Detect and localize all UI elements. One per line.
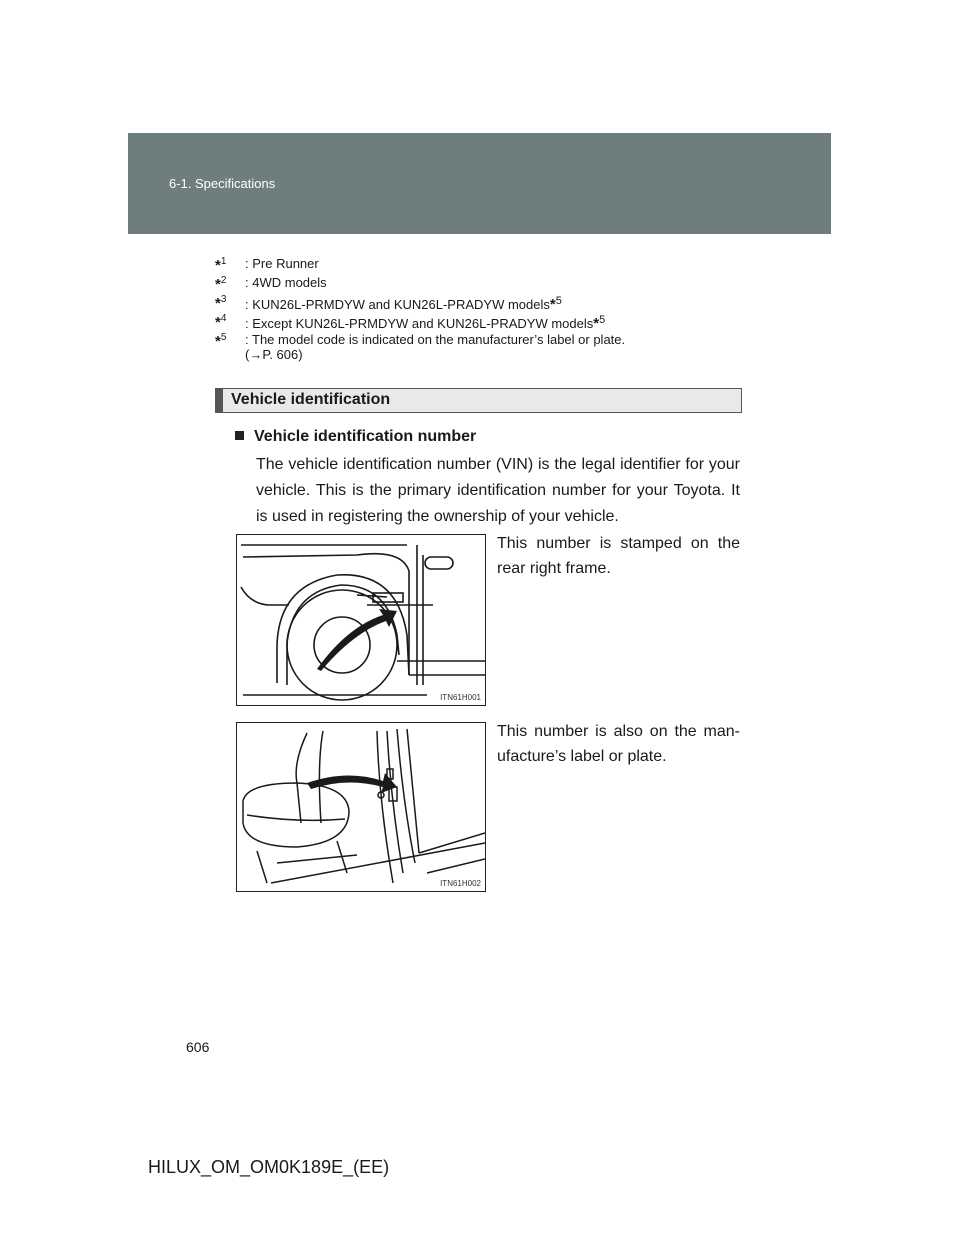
footnote-4: *$^4$ : Except KUN26L-PRMDYW and KUN26L-PRADYW models*$^5$ <box>215 313 606 332</box>
footnote-2: *$^2$ : 4WD models <box>215 275 327 293</box>
subsection-title: Vehicle identification number <box>254 428 477 445</box>
footnote-3: *$^3$ : KUN26L-PRMDYW and KUN26L-PRADYW models*$^5$ <box>215 294 562 313</box>
figure-code: ITN61H001 <box>440 693 481 702</box>
page-reference-link[interactable]: (→P. 606) <box>245 347 303 362</box>
figure-caption: This number is also on the man-ufacture’s label or plate. <box>497 723 740 765</box>
figure-caption: This number is stamped on the rear right frame. <box>497 535 740 577</box>
seat-door-illustration <box>237 723 485 891</box>
document-code: HILUX_OM_OM0K189E_(EE) <box>148 1157 390 1177</box>
section-breadcrumb: 6-1. Specifications <box>169 176 276 191</box>
footnote-5: *$^5$ : The model code is indicated on the manufacturer’s label or plate. <box>215 332 626 350</box>
section-heading-tab <box>216 389 223 412</box>
square-bullet-icon <box>235 431 244 440</box>
figure-code: ITN61H002 <box>440 879 481 888</box>
subsection-heading <box>235 428 476 446</box>
section-title: Vehicle identification <box>231 391 391 408</box>
section-heading <box>215 388 742 413</box>
footnote-list <box>215 252 755 362</box>
header-bar <box>128 133 831 234</box>
figure-door-pillar <box>236 722 486 892</box>
body-paragraph: The vehicle identification number (VIN) is the legal identifier for your vehicle. This is the primary identification number for your Toyota. It is used in registering the ownership of your vehicle. <box>256 456 740 525</box>
footnote-1: *$^1$ : Pre Runner <box>215 256 319 274</box>
vehicle-rear-wheel-illustration <box>237 535 485 705</box>
page-number: 606 <box>186 1039 210 1055</box>
figure-rear-frame <box>236 534 486 706</box>
